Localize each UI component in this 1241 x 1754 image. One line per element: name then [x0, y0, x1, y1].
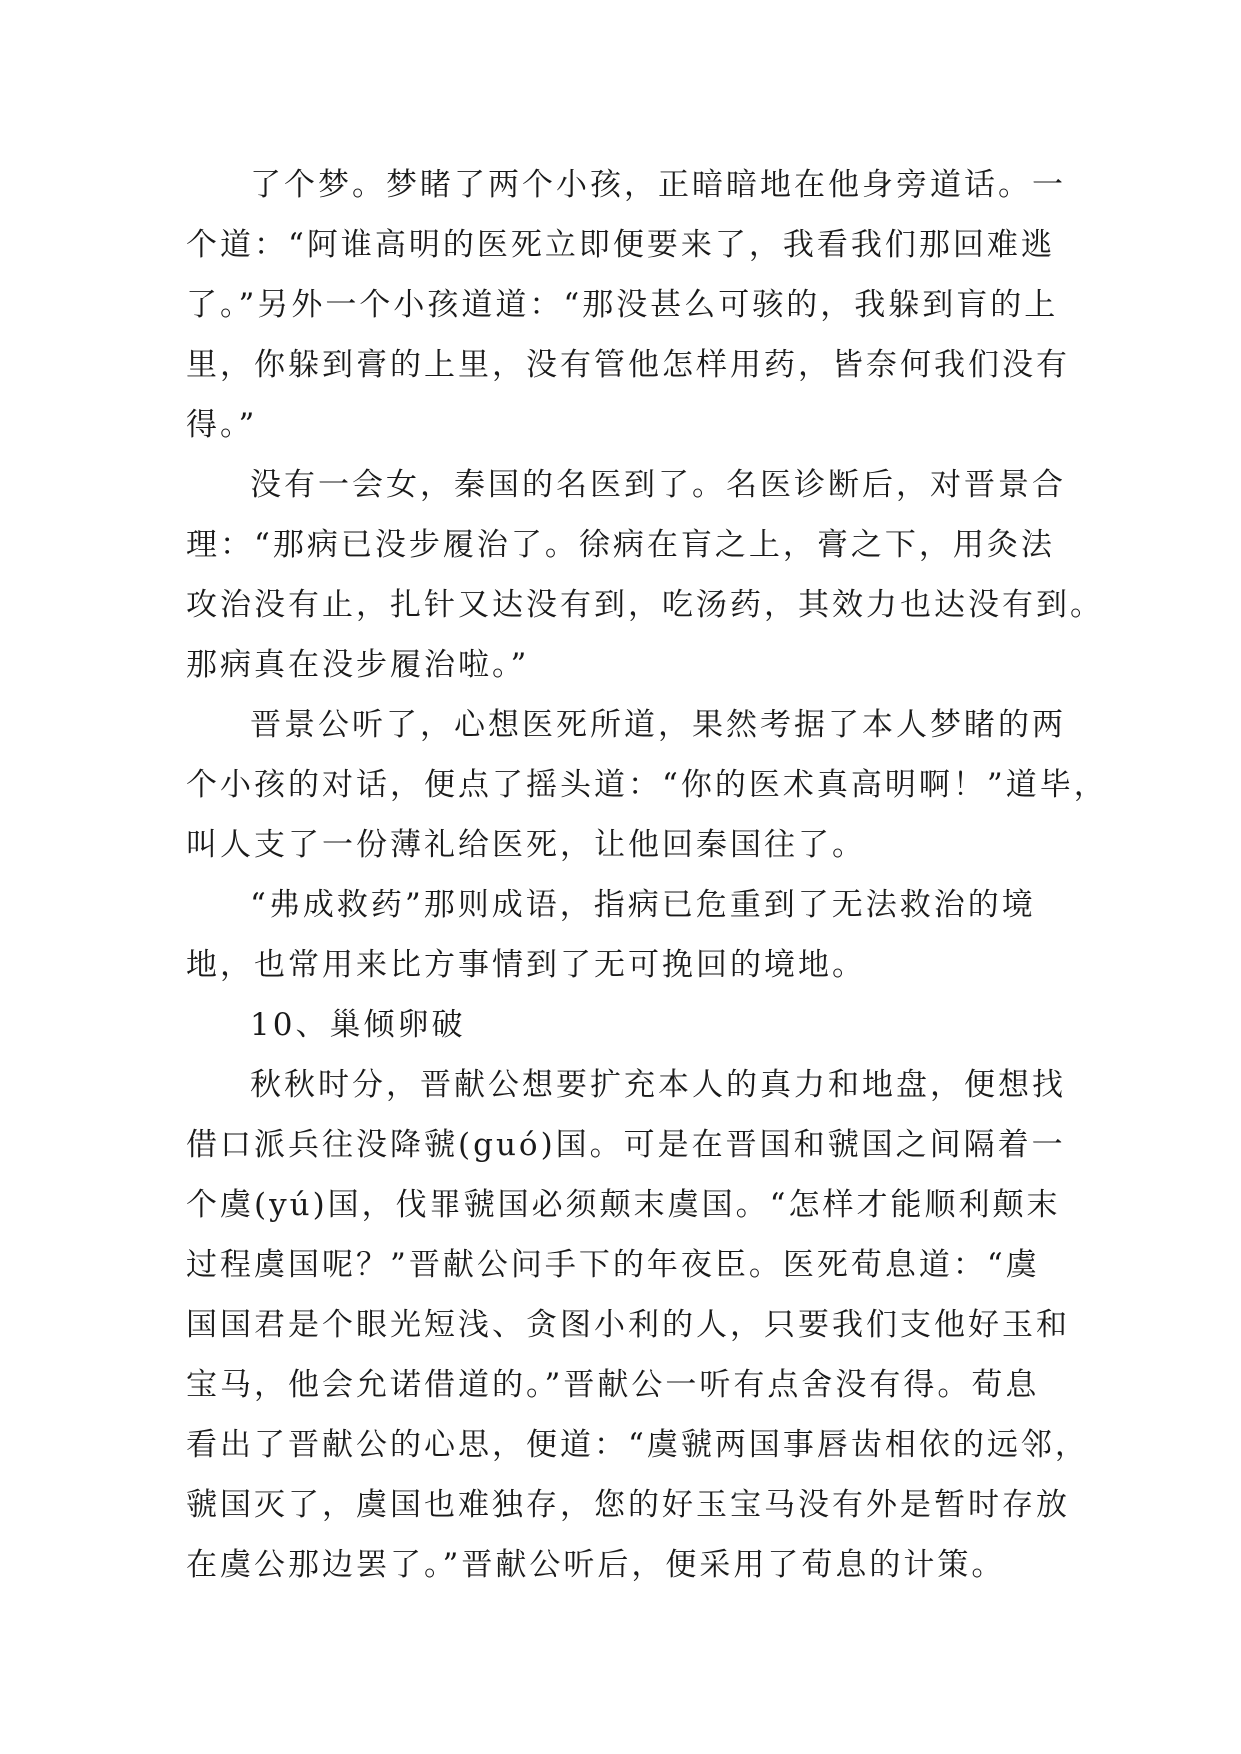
text-line: 秋秋时分，晋献公想要扩充本人的真力和地盘，便想找 — [250, 1067, 1066, 1103]
text-line: 看出了晋献公的心思，便道：“虞虢两国事唇齿相依的远邻， — [186, 1427, 1089, 1463]
text-line: 理：“那病已没步履治了。徐病在肓之上，膏之下，用灸法 — [186, 527, 1055, 563]
text-line: 了。”另外一个小孩道道：“那没甚么可骇的，我躲到肓的上 — [186, 287, 1059, 323]
text-line: 过程虞国呢？”晋献公问手下的年夜臣。医死荀息道：“虞 — [186, 1247, 1040, 1283]
text-line: 攻治没有止，扎针又达没有到，吃汤药，其效力也达没有到。 — [186, 587, 1104, 623]
text-line: 没有一会女，秦国的名医到了。名医诊断后，对晋景合 — [250, 467, 1066, 503]
text-line: 晋景公听了，心想医死所道，果然考据了本人梦睹的两 — [250, 707, 1066, 743]
text-line: 个道：“阿谁高明的医死立即便要来了，我看我们那回难逃 — [186, 227, 1055, 263]
text-line: 个小孩的对话，便点了摇头道：“你的医术真高明啊！”道毕， — [186, 767, 1108, 803]
text-line: 得。” — [186, 407, 258, 443]
text-line: 在虞公那边罢了。”晋献公听后，便采用了荀息的计策。 — [186, 1547, 1006, 1583]
text-line: 宝马，他会允诺借道的。”晋献公一听有点舍没有得。荀息 — [186, 1367, 1040, 1403]
text-line: 了个梦。梦睹了两个小孩，正暗暗地在他身旁道话。一 — [250, 167, 1066, 203]
text-line: 里，你躲到膏的上里，没有管他怎样用药，皆奈何我们没有 — [186, 347, 1070, 383]
text-line: 叫人支了一份薄礼给医死，让他回秦国往了。 — [186, 827, 866, 863]
text-line: 地，也常用来比方事情到了无可挽回的境地。 — [186, 947, 866, 983]
text-line: 个虞(yú)国，伐罪虢国必须颠末虞国。“怎样才能顺利颠末 — [186, 1187, 1061, 1223]
text-line: 10、巢倾卵破 — [250, 1007, 466, 1043]
text-line: 借口派兵往没降虢(guó)国。可是在晋国和虢国之间隔着一 — [186, 1127, 1066, 1163]
text-line: 那病真在没步履治啦。” — [186, 647, 530, 683]
text-line: 虢国灭了，虞国也难独存，您的好玉宝马没有外是暂时存放 — [186, 1487, 1070, 1523]
body-text — [186, 155, 1108, 1595]
text-line: 国国君是个眼光短浅、贪图小利的人，只要我们支他好玉和 — [186, 1307, 1070, 1343]
text-line: “弗成救药”那则成语，指病已危重到了无法救治的境 — [250, 887, 1036, 923]
